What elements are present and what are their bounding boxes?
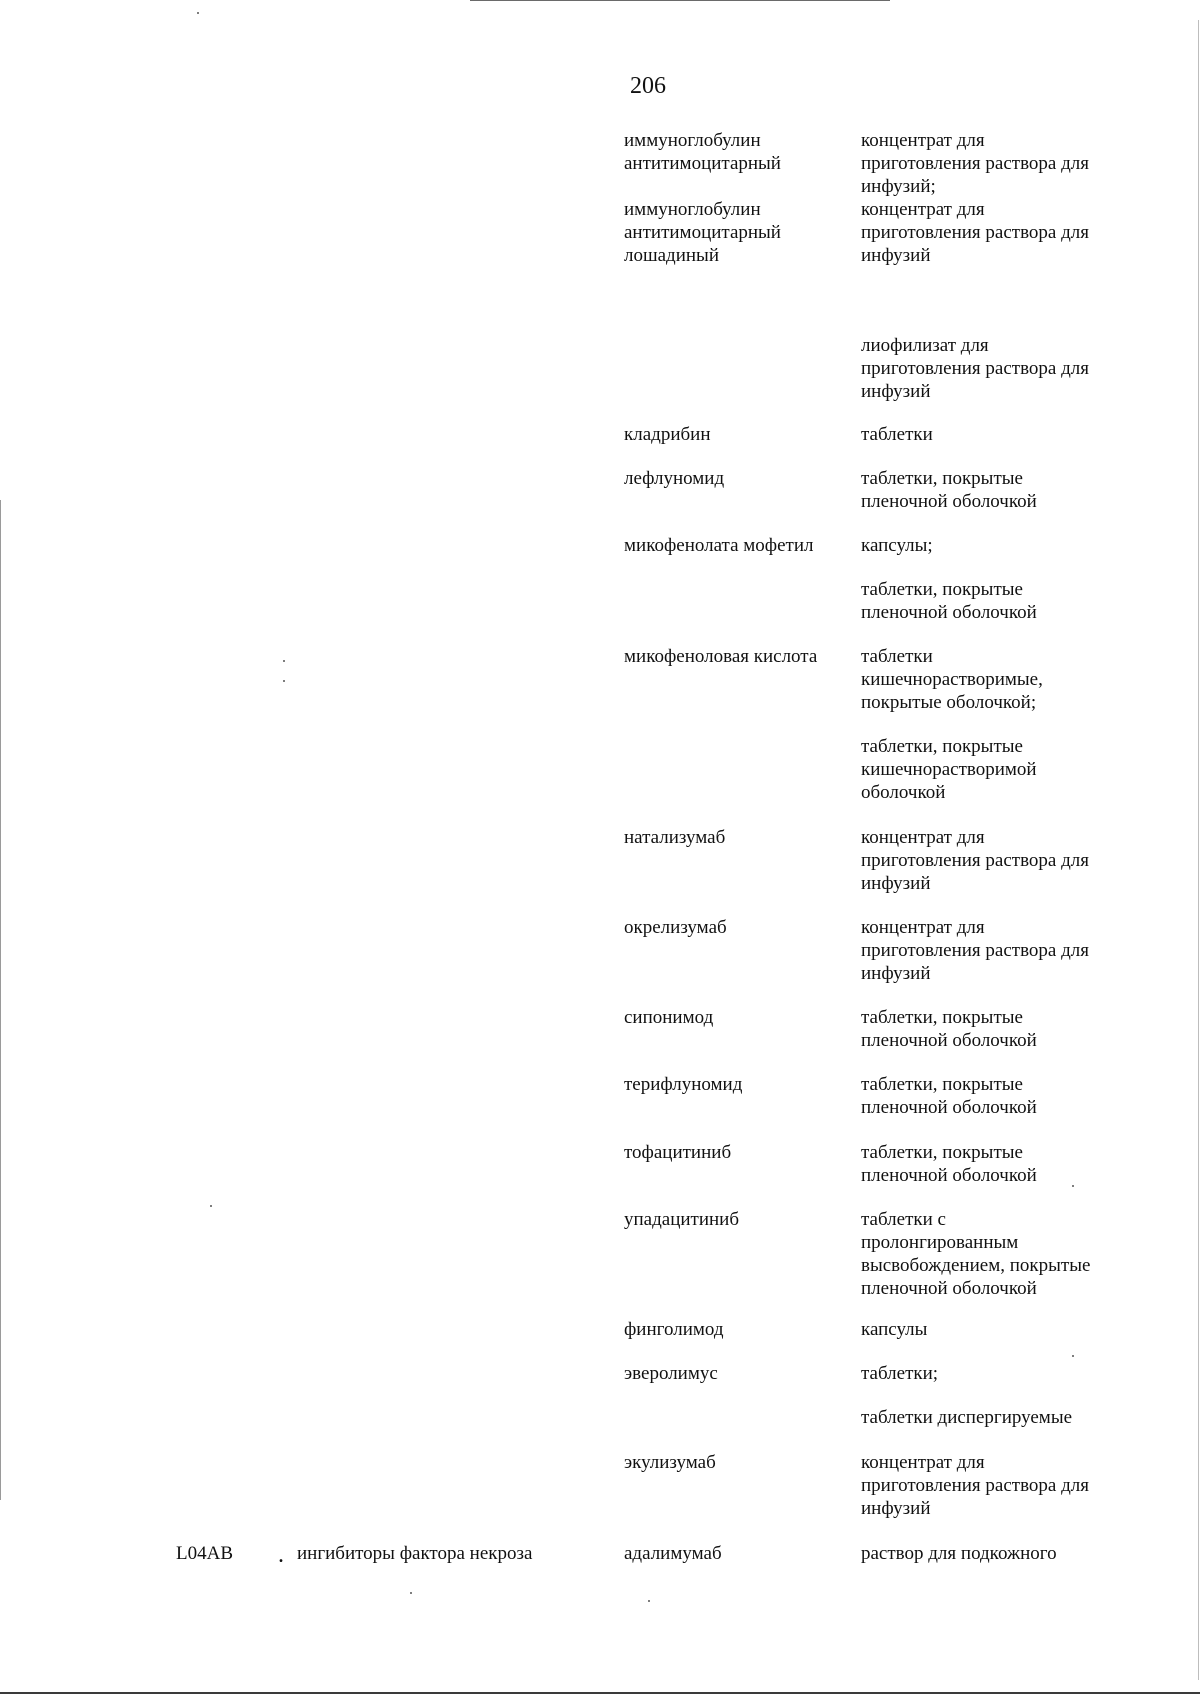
scan-artifact-bottom-line [0, 1692, 1200, 1694]
dosage-form: раствор для подкожного [861, 1543, 1057, 1564]
scan-artifact-top-line [470, 0, 890, 1]
dosage-form: таблетки, покрытые пленочной оболочкой [861, 1142, 1037, 1186]
scan-speck [410, 1592, 412, 1594]
dosage-form: капсулы [861, 1319, 928, 1340]
dosage-form: таблетки кишечнорастворимые, покрытые оболочкой; [861, 646, 1043, 713]
scan-speck [283, 680, 285, 682]
row-bullet: . [278, 1542, 284, 1568]
dosage-form: концентрат для приготовления раствора для инфузий; [861, 130, 1089, 197]
dosage-form: таблетки диспергируемые [861, 1407, 1073, 1428]
drug-name: окрелизумаб [624, 917, 727, 938]
dosage-form: концентрат для приготовления раствора для инфузий [861, 917, 1089, 984]
drug-name: микофеноловая кислота [624, 646, 818, 667]
drug-name: сипонимод [624, 1007, 714, 1028]
drug-name: кладрибин [624, 424, 711, 445]
scan-speck [1072, 1355, 1074, 1357]
drug-name: иммуноглобулин антитимоцитарный лошадиный [624, 199, 781, 266]
dosage-form: таблетки [861, 424, 933, 445]
scan-artifact-right-edge [1198, 20, 1199, 1680]
drug-name: терифлуномид [624, 1074, 743, 1095]
dosage-form: таблетки; [861, 1363, 939, 1384]
dosage-form: капсулы; [861, 535, 933, 556]
drug-name: микофенолата мофетил [624, 535, 814, 556]
atc-code: L04AB [176, 1543, 233, 1564]
drug-name: тофацитиниб [624, 1142, 732, 1163]
drug-name: натализумаб [624, 827, 726, 848]
dosage-form: концентрат для приготовления раствора для инфузий [861, 199, 1089, 266]
dosage-form: таблетки, покрытые пленочной оболочкой [861, 579, 1037, 623]
dosage-form: концентрат для приготовления раствора для инфузий [861, 827, 1089, 894]
dosage-form: таблетки, покрытые пленочной оболочкой [861, 468, 1037, 512]
dosage-form: таблетки, покрытые пленочной оболочкой [861, 1007, 1037, 1051]
drug-name: экулизумаб [624, 1452, 716, 1473]
drug-name: адалимумаб [624, 1543, 722, 1564]
page-number: 206 [630, 73, 666, 99]
dosage-form: таблетки, покрытые пленочной оболочкой [861, 1074, 1037, 1118]
scan-speck [210, 1205, 212, 1207]
drug-name: финголимод [624, 1319, 724, 1340]
drug-name: эверолимус [624, 1363, 718, 1384]
dosage-form: концентрат для приготовления раствора для инфузий [861, 1452, 1089, 1519]
scan-artifact-left-edge [0, 500, 1, 1500]
drug-name: иммуноглобулин антитимоцитарный [624, 130, 781, 174]
scan-speck [197, 12, 199, 14]
dosage-form: лиофилизат для приготовления раствора для инфузий [861, 335, 1089, 402]
drug-name: упадацитиниб [624, 1209, 740, 1230]
atc-group-name: ингибиторы фактора некроза [297, 1543, 533, 1564]
scan-speck [283, 660, 285, 662]
drug-name: лефлуномид [624, 468, 725, 489]
dosage-form: таблетки с пролонгированным высвобождением, покрытые пленочной оболочкой [861, 1209, 1091, 1299]
scan-speck [648, 1600, 650, 1602]
dosage-form: таблетки, покрытые кишечнорастворимой оболочкой [861, 736, 1037, 803]
